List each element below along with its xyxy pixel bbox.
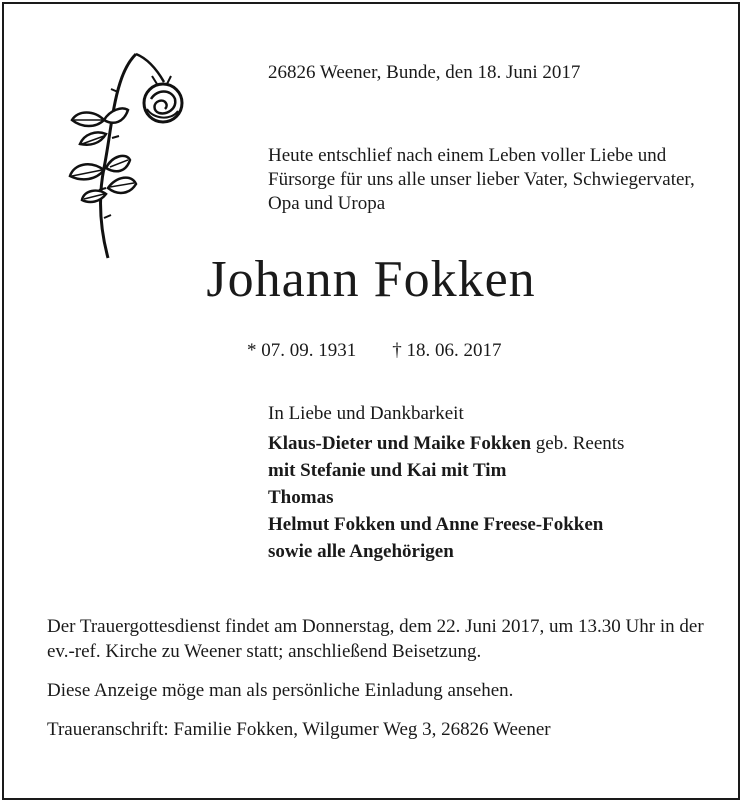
mourner-name: Thomas [268,487,334,508]
mourner-line-5 [268,538,624,565]
service-info: Der Trauergottesdienst findet am Donnerstag, dem 22. Juni 2017, um 13.30 Uhr in der ev.-ref. Kirche zu Weener statt; anschließend Beisetzung. [47,616,704,662]
mourner-suffix: geb. Reents [531,433,625,454]
mourner-line-4 [268,511,624,538]
mourner-line-3 [268,484,624,511]
life-dates [247,340,502,362]
mourner-name: Klaus-Dieter und Maike Fokken [268,433,532,454]
footer-block [47,614,707,756]
mourner-name: Helmut Fokken und Anne Freese-Fokken [268,514,604,535]
deceased-name: Johann Fokken [206,251,536,308]
intro-text: Heute entschlief nach einem Leben voller Liebe und Fürsorge für uns alle unser lieber Vater, Schwiegervater, Opa und Uropa [268,145,695,214]
mourner-line-2 [268,457,624,484]
mourner-name: mit Stefanie und Kai mit Tim [268,460,507,481]
death-date: † 18. 06. 2017 [392,340,502,361]
mourners-block [268,400,624,565]
mourners-opening: In Liebe und Dankbarkeit [268,403,464,424]
mourner-line-1 [268,430,624,457]
rose-icon [60,48,195,263]
birth-date: * 07. 09. 1931 [247,340,357,361]
mourner-name: sowie alle Angehörigen [268,541,454,562]
invitation-note: Diese Anzeige möge man als persönliche Einladung ansehen. [47,680,514,701]
place-date: 26826 Weener, Bunde, den 18. Juni 2017 [268,62,581,83]
mourning-address: Traueranschrift: Familie Fokken, Wilgumer Weg 3, 26826 Weener [47,719,551,740]
